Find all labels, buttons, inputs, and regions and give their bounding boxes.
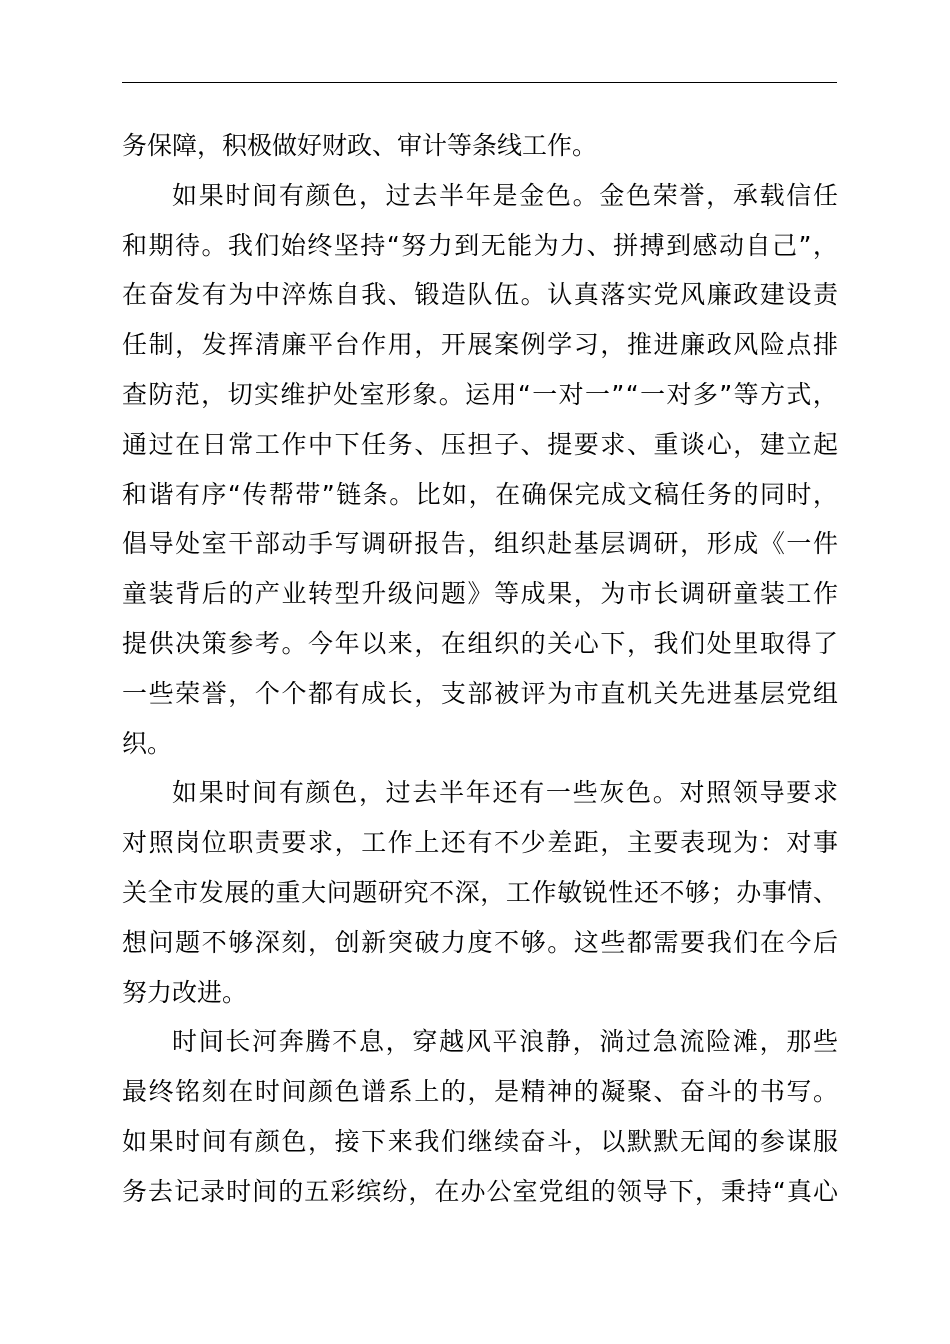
text-line: 织。: [122, 728, 173, 758]
text-line: 如果时间有颜色，接下来我们继续奋斗，以默默无闻的参谋服: [122, 1127, 840, 1156]
text-line: 关全市发展的重大问题研究不深，工作敏锐性还不够；办事情、: [122, 878, 839, 907]
text-line: 通过在日常工作中下任务、压担子、提要求、重谈心，建立起: [122, 429, 840, 459]
text-line: 务去记录时间的五彩缤纷，在办公室党组的领导下，秉持“真心: [122, 1176, 839, 1206]
text-line: 一些荣誉，个个都有成长，支部被评为市直机关先进基层党组: [122, 678, 840, 708]
text-line: 在奋发有为中淬炼自我、锻造队伍。认真落实党风廉政建设责: [122, 280, 840, 310]
text-line: 如果时间有颜色，过去半年是金色。金色荣誉，承载信任: [172, 180, 840, 210]
text-line: 努力改进。: [122, 977, 248, 1007]
text-line: 和谐有序“传帮带”链条。比如，在确保完成文稿任务的同时，: [122, 479, 840, 509]
text-line: 和期待。我们始终坚持“努力到无能为力、拼搏到感动自己”，: [122, 230, 840, 260]
text-line: 时间长河奔腾不息，穿越风平浪静，淌过急流险滩，那些: [172, 1027, 840, 1057]
text-line: 如果时间有颜色，过去半年还有一些灰色。对照领导要求: [172, 778, 840, 808]
text-line: 查防范，切实维护处室形象。运用“一对一”“一对多”等方式，: [122, 380, 840, 409]
text-line: 想问题不够深刻，创新突破力度不够。这些都需要我们在今后: [122, 927, 840, 957]
text-line: 童装背后的产业转型升级问题》等成果，为市长调研童装工作: [122, 579, 840, 609]
text-line: 倡导处室干部动手写调研报告，组织赴基层调研，形成《一件: [122, 529, 840, 559]
text-line: 务保障，积极做好财政、审计等条线工作。: [122, 131, 598, 160]
header-rule: [122, 82, 837, 83]
text-line: 最终铭刻在时间颜色谱系上的，是精神的凝聚、奋斗的书写。: [122, 1077, 840, 1107]
text-line: 任制，发挥清廉平台作用，开展案例学习，推进廉政风险点排: [122, 330, 840, 360]
text-line: 提供决策参考。今年以来，在组织的关心下，我们处里取得了: [122, 629, 840, 658]
text-line: 对照岗位职责要求，工作上还有不少差距，主要表现为：对事: [122, 828, 840, 858]
